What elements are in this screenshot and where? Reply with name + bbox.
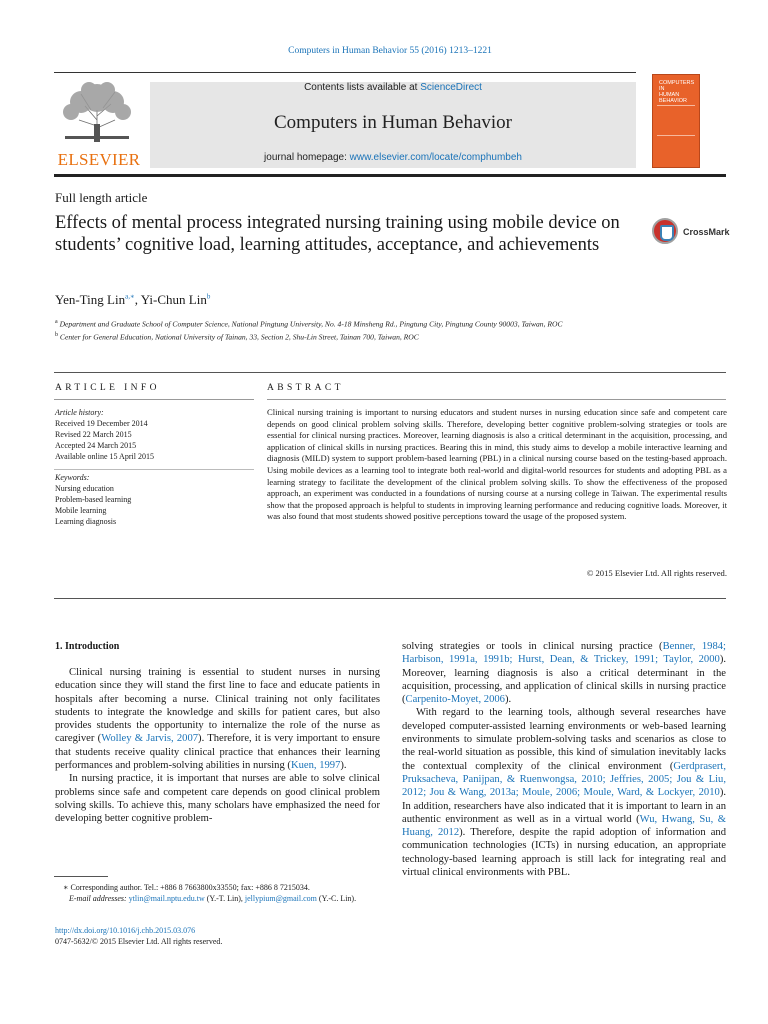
citation-link[interactable]: Wolley & Jarvis, 2007 bbox=[101, 733, 199, 745]
citation-link[interactable]: Benner, 1984; Harbison, 1991a, 1991b; Hurst, Dean, & Trickey, 1991; Taylor, 2000 bbox=[402, 641, 726, 666]
body-column-right bbox=[402, 640, 726, 879]
affiliations bbox=[55, 317, 625, 342]
journal-reference[interactable]: Computers in Human Behavior 55 (2016) 1213–1221 bbox=[288, 46, 492, 56]
citation-link[interactable]: Kuen, 1997 bbox=[290, 760, 341, 772]
citation-link[interactable]: Carpenito-Moyet, 2006 bbox=[405, 694, 505, 706]
footnote bbox=[55, 882, 380, 904]
homepage-link[interactable]: www.elsevier.com/locate/comphumbeh bbox=[349, 152, 522, 163]
author-list bbox=[55, 292, 210, 308]
contents-line bbox=[150, 82, 636, 93]
cover-title: COMPUTERS IN HUMAN BEHAVIOR bbox=[659, 80, 695, 104]
article-info-divider bbox=[54, 399, 254, 400]
introduction-heading: 1. Introduction bbox=[55, 641, 120, 652]
keywords bbox=[55, 472, 255, 527]
keyword-item: Nursing education bbox=[55, 484, 114, 493]
crossmark-icon bbox=[652, 218, 678, 244]
crossmark-label: CrossMark bbox=[683, 227, 730, 237]
citation-link[interactable]: Gerdprasert, Pruksacheva, Panijpan, & Ruenwongsa, 2010; Jeffries, 2005; Jou & Liu, 2012; Jou & Wang, 2013a; Moule, 2006; Moule, Ward, & Lockyer, 2010 bbox=[402, 760, 726, 799]
contents-prefix: Contents lists available at bbox=[304, 82, 421, 93]
history-item: Accepted 24 March 2015 bbox=[55, 441, 137, 450]
author-affiliation-marker[interactable]: b bbox=[206, 292, 211, 301]
keywords-label: Keywords: bbox=[55, 473, 90, 482]
journal-title: Computers in Human Behavior bbox=[274, 112, 512, 133]
homepage-prefix: journal homepage: bbox=[264, 152, 350, 163]
article-info-heading: ARTICLE INFO bbox=[55, 383, 160, 393]
cover-line bbox=[657, 135, 695, 136]
abstract-divider bbox=[267, 399, 726, 400]
affiliation-item: $^b$ Center for General Education, National University of Tainan, 33, Section 2, Shu-Lin Street, Tainan 700, Taiwan, ROC bbox=[55, 331, 419, 342]
history-item: Available online 15 April 2015 bbox=[55, 452, 154, 461]
abstract-text: Clinical nursing training is important to nursing educators and student nurses in nursing education since safe and competent care depends on good clinical problem solving skills. Therefore, developing better cognitive problem-solving strategies or tools are essential for clinical nursing practices. Moreover, learning diagnosis is also a critical determinant in the acquisition, processing, and application of clinical skills in nursing practices. Bearing this in mind, this study aims to develop a mobile interactive learning and diagnosis (MILD) system to support problem-based learning (PBL) in a clinical nursing course based on the testing-based approach. Using mobile devices as a learning tool to integrate both real-world and digital-world resources for students and adopting PBL as a learning strategy to facilitate the development of the clinical problem solving skills. To show the effectiveness of the proposed approach, an experiment was conducted in a foundations of nursing course at a nursing college in Taiwan. The experimental results show that the proposed approach is helpful to students in improving learning performance and reducing cognitive loads. Moreover, it was also found that most students showed positive perceptions toward the usage of the proposed system. bbox=[267, 407, 727, 522]
history-label: Article history: bbox=[55, 408, 104, 417]
elsevier-wordmark: ELSEVIER bbox=[57, 150, 141, 169]
header-divider bbox=[54, 72, 636, 73]
crossmark-badge[interactable] bbox=[652, 218, 732, 248]
abstract-copyright: © 2015 Elsevier Ltd. All rights reserved. bbox=[586, 568, 727, 578]
doi-block bbox=[55, 925, 222, 947]
author-name[interactable]: Yen-Ting Lin bbox=[55, 292, 126, 307]
issn-copyright: 0747-5632/© 2015 Elsevier Ltd. All rights reserved. bbox=[55, 937, 223, 946]
citation-link[interactable]: Wu, Hwang, Su, & Huang, 2012 bbox=[402, 813, 726, 839]
corresponding-author-note: ∗ Corresponding author. Tel.: +886 8 7663800x33550; fax: +886 8 7215034. bbox=[63, 883, 310, 892]
body-paragraph: solving strategies or tools in clinical nursing practice (Benner, 1984; Harbison, 1991a, 1991b; Hurst, Dean, & Trickey, 1991; Taylor, 2000). Moreover, learning diagnosis is also a critical determinant in the acquisition, processing, and application of clinical skills in nursing practice (Carpenito-Moyet, 2006). bbox=[402, 641, 726, 706]
cover-line bbox=[657, 105, 695, 106]
email-link[interactable]: jellypium@gmail.com bbox=[244, 894, 317, 903]
history-item: Revised 22 March 2015 bbox=[55, 430, 132, 439]
header-thick-divider bbox=[54, 174, 726, 177]
author-affiliation-marker[interactable]: a,∗ bbox=[125, 292, 135, 301]
doi-link[interactable]: http://dx.doi.org/10.1016/j.chb.2015.03.076 bbox=[55, 926, 196, 935]
sciencedirect-link[interactable]: ScienceDirect bbox=[420, 82, 482, 93]
section-divider bbox=[54, 372, 726, 373]
author-name[interactable]: Yi-Chun Lin bbox=[140, 292, 207, 307]
affiliation-item: $^a$ Department and Graduate School of Computer Science, National Pingtung University, No. 4-18 Minsheng Rd., Pingtung City, Pingtung County 90003, Taiwan, ROC bbox=[55, 319, 563, 329]
email-note: E-mail addresses: ytlin@mail.nptu.edu.tw (Y.-T. Lin), jellypium@gmail.com (Y.-C. Lin). bbox=[69, 894, 357, 903]
journal-header-box bbox=[150, 82, 636, 168]
article-title: Effects of mental process integrated nursing training using mobile device on students’ cognitive load, learning attitudes, acceptance, and achievements bbox=[55, 213, 620, 255]
history-item: Received 19 December 2014 bbox=[55, 419, 148, 428]
tree-logo-icon bbox=[57, 80, 137, 144]
body-paragraph: In nursing practice, it is important that nurses are able to solve clinical problems since safe and competent care depends on good clinical problem solving skills. To achieve this, many scholars have emphasized the need for developing better cognitive problem- bbox=[55, 773, 380, 825]
article-type: Full length article bbox=[55, 190, 148, 205]
body-column-left bbox=[55, 666, 380, 826]
author-separator: , bbox=[134, 292, 141, 307]
email-link[interactable]: ytlin@mail.nptu.edu.tw bbox=[128, 894, 205, 903]
section-divider bbox=[54, 598, 726, 599]
journal-cover-thumbnail[interactable] bbox=[652, 74, 700, 168]
footnote-divider bbox=[54, 876, 108, 877]
body-paragraph: With regard to the learning tools, although several researches have developed computer-assisted learning environments or web-based learning environments to simulate problem-solving tasks and scenarios as close to the real-world situation as possible, this kind of simulation inevitably lacks the contextual complexity of the clinical environment (Gerdprasert, Pruksacheva, Panijpan, & Ruenwongsa, 2010; Jeffries, 2005; Jou & Liu, 2012; Jou & Wang, 2013a; Moule, 2006; Moule, Ward, & Lockyer, 2010). In addition, researchers have also indicated that it is important to learn in an authentic environment as well as in a virtual world (Wu, Hwang, Su, & Huang, 2012). Therefore, despite the rapid adoption of information and communication technologies (ICTs) in nursing education, an appropriate technology-based learning approach is still lack for integrating real and virtual clinical environments with PBL. bbox=[402, 707, 727, 879]
article-history bbox=[55, 407, 255, 462]
keyword-item: Mobile learning bbox=[55, 506, 107, 515]
elsevier-logo[interactable] bbox=[54, 78, 144, 168]
keyword-item: Learning diagnosis bbox=[55, 517, 117, 526]
body-paragraph: Clinical nursing training is essential to student nurses in nursing education since they will stand the first line to face and educate patients in hospitals after becoming a nurse. Clinical training not only facilitates students to integrate the knowledge and skills for patient cares, but also provides students the opportunity to internalize the role of the nurse as caregiver (Wolley & Jarvis, 2007). Therefore, it is very important to ensure that students receive quality clinical practice that enhances their learning performances and problem-solving abilities in nursing (Kuen, 1997). bbox=[55, 667, 380, 772]
abstract-heading: ABSTRACT bbox=[267, 383, 344, 393]
homepage-line bbox=[150, 152, 636, 163]
keyword-item: Problem-based learning bbox=[55, 495, 132, 504]
keywords-divider bbox=[54, 469, 254, 470]
